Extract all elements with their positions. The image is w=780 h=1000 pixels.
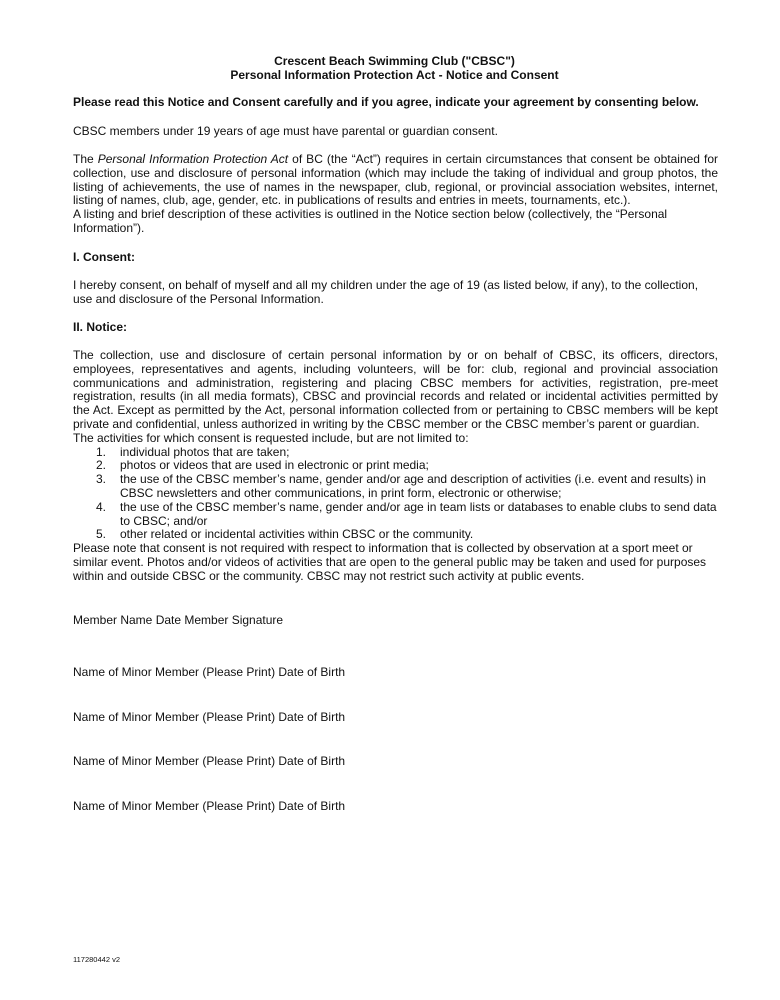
list-item: 3. the use of the CBSC member’s name, gender and/or age and description of activities (i.e. event and results) in CBSC newsletters and other communications, in print form, electronic or otherwise; <box>96 472 706 500</box>
notice-section <box>73 349 718 584</box>
act-paragraph-summary: A listing and brief description of these activities is outlined in the Notice section below (collectively, the “Personal Information”). <box>73 207 668 235</box>
notice-closing-text: Please note that consent is not required with respect to information that is collected by observation at a sport meet or similar event. Photos and/or videos of activities that are open to the general public may be taken and used for purposes within and outside CBSC or the community. CBSC may not restrict such activity at public events. <box>73 541 707 583</box>
consent-section-heading: I. Consent: <box>73 250 135 264</box>
list-item: 1. individual photos that are taken; <box>96 444 290 459</box>
minor-member-line-1: Name of Minor Member (Please Print) Date of Birth <box>73 665 346 679</box>
minor-member-line-4: Name of Minor Member (Please Print) Date of Birth <box>73 799 346 813</box>
notice-section-heading: II. Notice: <box>73 320 128 334</box>
consent-section-text: I hereby consent, on behalf of myself and all my children under the age of 19 (as listed below, if any), to the collection, use and disclosure of the Personal Information. <box>73 278 699 306</box>
list-item: 4. the use of the CBSC member’s name, gender and/or age in team lists or databases to enable clubs to send data to CBSC; and/or <box>96 499 717 528</box>
minor-member-line-2: Name of Minor Member (Please Print) Date of Birth <box>73 710 346 724</box>
document-header <box>73 54 716 82</box>
minor-member-line-3: Name of Minor Member (Please Print) Date of Birth <box>73 754 346 768</box>
act-paragraph <box>73 153 718 236</box>
list-item: 2. photos or videos that are used in electronic or print media; <box>96 458 429 473</box>
document-footer-id: 117280442 v2 <box>73 955 120 964</box>
intro-instruction: Please read this Notice and Consent carefully and if you agree, indicate your agreement by consenting below. <box>73 95 699 109</box>
list-item: 5. other related or incidental activities within CBSC or the community. <box>96 527 474 542</box>
minor-consent-notice: CBSC members under 19 years of age must have parental or guardian consent. <box>73 124 498 138</box>
act-paragraph-text: The Personal Information Protection Act of BC (the “Act”) requires in certain circumstances that consent be obtained for collection, use and disclosure of personal information (which may include the taking of individual and group photos, the listing of achievements, the use of names in the newspaper, club, regional, or provincial association websites, internet, listing of names, club, age, gender, etc. in publications of results and entries in meets, tournaments, etc.). <box>73 152 718 208</box>
notice-list-intro: The activities for which consent is requested include, but are not limited to: <box>73 430 469 445</box>
act-name: Personal Information Protection Act <box>97 152 289 166</box>
document-title-act: Personal Information Protection Act - Notice and Consent <box>230 68 559 82</box>
activities-list <box>73 446 718 543</box>
notice-section-text: The collection, use and disclosure of certain personal information by or on behalf of CBSC, its officers, directors, employees, representatives and agents, including volunteers, will be for: club, regional and provincial association communications and administration, registering and placing CBSC members for activities, registration, pre-meet registration, results (in all media formats), CBSC and provincial records and related or incidental activities permitted by the Act. Except as permitted by the Act, personal information collected from or pertaining to CBSC members will be kept private and confidential, unless authorized in writing by the CBSC member or the CBSC member’s parent or guardian. <box>73 348 718 431</box>
document-title-club: Crescent Beach Swimming Club ("CBSC") <box>274 54 515 68</box>
member-signature-line: Member Name Date Member Signature <box>73 613 284 627</box>
